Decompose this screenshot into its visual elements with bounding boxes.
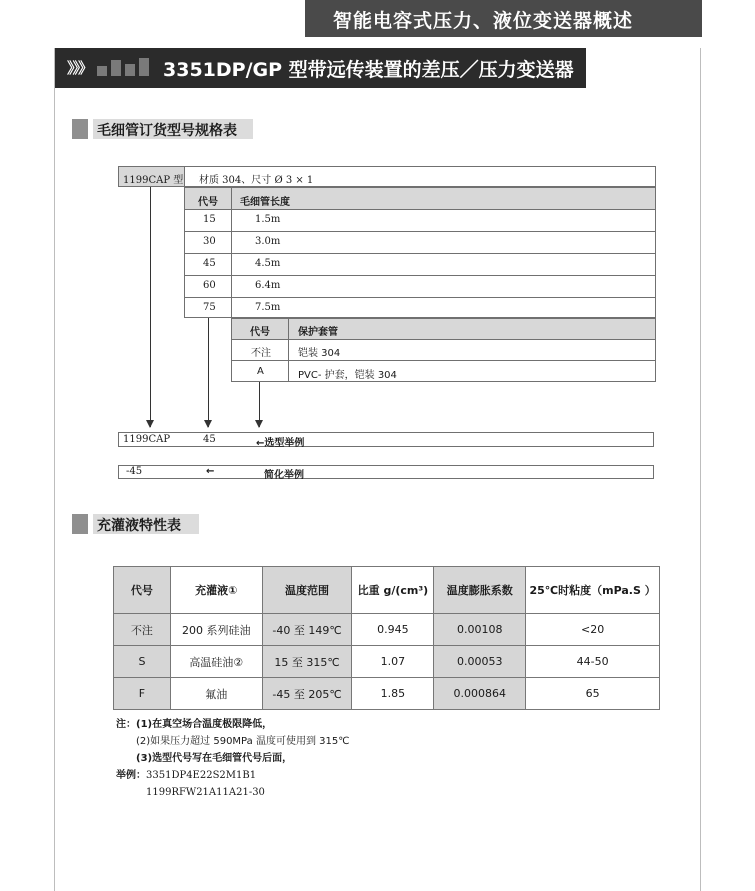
example-model: 1199CAP: [123, 434, 171, 445]
sleeve-code: A: [257, 366, 264, 377]
decorative-blocks-icon: [93, 56, 155, 80]
note-1: 注：(1)在真空场合温度极限降低，: [116, 719, 273, 730]
section-title-capillary: 毛细管订货型号规格表: [97, 123, 237, 139]
table-header-cell: 25℃时粘度（mPa.S ）: [526, 567, 660, 614]
simple-arrow-icon: ←: [206, 466, 215, 477]
table-cell: 不注: [114, 614, 171, 646]
table-cell: 65: [526, 678, 660, 710]
sleeve-header-bg: [232, 319, 655, 339]
chevron-icon: 》》》: [67, 59, 92, 77]
section-marker: [72, 514, 88, 534]
length-value: 4.5m: [255, 258, 281, 269]
table-cell: 1.85: [352, 678, 434, 710]
example-label: ←选型举例: [256, 438, 305, 449]
length-value: 3.0m: [255, 236, 281, 247]
table-cell: 0.000864: [434, 678, 526, 710]
length-header-desc: 毛细管长度: [240, 197, 290, 208]
table-cell: 44-50: [526, 646, 660, 678]
table-cell: 1.07: [352, 646, 434, 678]
table-cell: 15 至 315℃: [262, 646, 352, 678]
table-cell: -40 至 149℃: [262, 614, 352, 646]
example-row: [118, 432, 654, 447]
table-header-cell: 充灌液①: [170, 567, 262, 614]
example-label: 举例：: [116, 770, 146, 781]
sleeve-header-desc: 保护套管: [298, 327, 338, 338]
table-row: [114, 678, 660, 710]
arrow-down-icon: [208, 318, 209, 427]
table-cell: 200 系列硅油: [170, 614, 262, 646]
sleeve-code: 不注: [251, 348, 271, 359]
simple-code: -45: [126, 466, 143, 477]
table-header-cell: 温度范围: [262, 567, 352, 614]
table-cell: 氟油: [170, 678, 262, 710]
table-header-row: [114, 567, 660, 614]
example-code: 45: [203, 434, 216, 445]
table-cell: F: [114, 678, 171, 710]
length-code: 15: [203, 214, 216, 225]
simple-row: [118, 465, 654, 479]
length-code: 45: [203, 258, 216, 269]
section-marker: [72, 119, 88, 139]
table-cell: 0.00053: [434, 646, 526, 678]
length-code: 30: [203, 236, 216, 247]
table-cell: S: [114, 646, 171, 678]
table-cell: 0.00108: [434, 614, 526, 646]
page-title: 3351DP/GP 型带远传装置的差压／压力变送器: [163, 59, 574, 81]
table-cell: <20: [526, 614, 660, 646]
note-3: (3)选型代号写在毛细管代号后面，: [136, 753, 293, 764]
length-value: 6.4m: [255, 280, 281, 291]
length-value: 1.5m: [255, 214, 281, 225]
arrow-down-icon: [259, 382, 260, 427]
table-row: [114, 646, 660, 678]
table-row: [114, 614, 660, 646]
length-code: 75: [203, 302, 216, 313]
arrow-down-icon: [150, 187, 151, 427]
section-title-fill-fluid: 充灌液特性表: [97, 518, 181, 534]
table-header-cell: 比重 g/(cm³): [352, 567, 434, 614]
sleeve-value: PVC- 护套，铠装 304: [298, 370, 397, 381]
sleeve-header-code: 代号: [250, 327, 270, 338]
table-cell: 0.945: [352, 614, 434, 646]
example-line-2: 1199RFW21A11A21-30: [146, 787, 265, 798]
model-material: 材质 304、尺寸 Ø 3 × 1: [199, 175, 314, 186]
note-2: (2)如果压力超过 590MPa 温度可使用到 315℃: [136, 736, 350, 747]
length-value: 7.5m: [255, 302, 281, 313]
main-title-bar: [55, 48, 586, 88]
simple-label: 简化举例: [264, 470, 304, 481]
table-header-cell: 代号: [114, 567, 171, 614]
example-code: 3351DP4E22S2M1B1: [146, 770, 257, 781]
frame-right-line: [700, 48, 701, 891]
sleeve-value: 铠装 304: [298, 348, 341, 359]
table-cell: -45 至 205℃: [262, 678, 352, 710]
table-header-cell: 温度膨胀系数: [434, 567, 526, 614]
length-code: 60: [203, 280, 216, 291]
top-banner-title: 智能电容式压力、液位变送器概述: [333, 10, 634, 32]
length-header-code: 代号: [198, 197, 218, 208]
fill-fluid-table: [113, 566, 660, 710]
example-line-1: [116, 767, 349, 784]
frame-left-line: [54, 48, 55, 891]
table-cell: 高温硅油②: [170, 646, 262, 678]
model-code: 1199CAP 型: [123, 175, 184, 186]
top-banner: [305, 0, 702, 37]
notes: [116, 716, 349, 801]
